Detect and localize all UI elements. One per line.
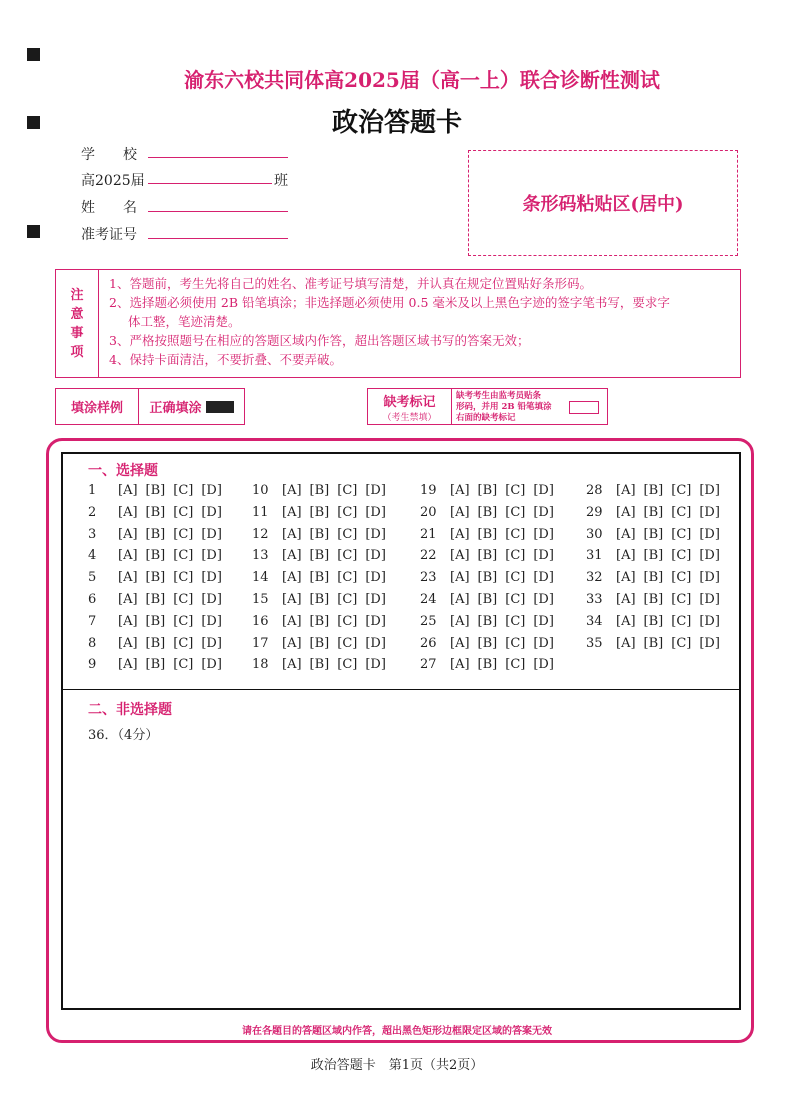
answer-bubble[interactable]: [D] [533, 548, 554, 564]
question-number: 1 [88, 483, 97, 498]
question-number: 7 [88, 613, 97, 629]
answer-bubble[interactable]: [D] [365, 483, 386, 498]
question-number: 10 [252, 483, 269, 498]
notice-body [99, 270, 740, 377]
class-field[interactable] [148, 183, 272, 184]
question-number: 6 [88, 592, 97, 607]
question-row [420, 592, 554, 607]
answer-bubble[interactable]: [B] [145, 657, 166, 673]
question-number: 13 [252, 548, 269, 564]
answer-bubble[interactable]: [C] [671, 635, 692, 651]
answer-bubble[interactable]: [D] [533, 483, 554, 498]
question-number: 11 [252, 504, 269, 520]
absent-mark-box: 缺考标记 （考生禁填） 缺考考生由监考员贴条 形码，并用 2B 铅笔填涂 右面的缺考标记 [367, 388, 608, 425]
answer-bubble[interactable]: [A] [282, 613, 302, 629]
answer-bubble[interactable]: [A] [450, 526, 470, 542]
answer-bubble[interactable]: [B] [145, 483, 166, 498]
answer-bubble[interactable]: [A] [450, 635, 470, 651]
answer-bubble[interactable]: [D] [533, 613, 554, 629]
answer-bubble[interactable]: [A] [450, 613, 470, 629]
question-number: 25 [420, 613, 437, 629]
question-number: 33 [586, 592, 603, 607]
answer-bubble[interactable]: [C] [173, 657, 194, 673]
question-row [88, 614, 222, 629]
question-number: 26 [420, 635, 437, 651]
question-row [252, 527, 386, 542]
question-row [252, 570, 386, 585]
answer-bubble[interactable]: [D] [201, 570, 222, 586]
notice-item: 3、严格按照题号在相应的答题区域内作答，超出答题区域书写的答案无效； [109, 333, 530, 348]
answer-bubble[interactable]: [B] [643, 635, 664, 651]
answer-bubble[interactable]: [B] [309, 548, 330, 564]
question-row [420, 614, 554, 629]
fill-sample [55, 388, 245, 425]
answer-bubble[interactable]: [D] [533, 504, 554, 520]
answer-bubble[interactable]: [C] [337, 635, 358, 651]
question-row [586, 592, 720, 607]
answer-bubble[interactable]: [C] [173, 526, 194, 542]
answer-bubble[interactable]: [B] [477, 657, 498, 673]
question-row [88, 657, 222, 672]
answer-bubble[interactable]: [D] [533, 570, 554, 586]
answer-bubble[interactable]: [D] [533, 657, 554, 673]
question-number: 17 [252, 635, 269, 651]
answer-bubble[interactable]: [C] [671, 504, 692, 520]
answer-bubble[interactable]: [C] [173, 592, 194, 607]
question-number: 18 [252, 657, 269, 673]
question-number: 22 [420, 548, 437, 564]
answer-bubble[interactable]: [D] [365, 613, 386, 629]
answer-bubble[interactable]: [D] [201, 657, 222, 673]
answer-bubble[interactable]: [D] [201, 635, 222, 651]
answer-bubble[interactable]: [D] [533, 526, 554, 542]
answer-bubble[interactable]: [A] [450, 592, 470, 607]
question-number: 2 [88, 504, 97, 520]
answer-bubble[interactable]: [C] [505, 570, 526, 586]
answer-bubble[interactable]: [C] [337, 483, 358, 498]
question-row [586, 505, 720, 520]
answer-bubble[interactable]: [B] [477, 548, 498, 564]
answer-bubble[interactable]: [A] [450, 504, 470, 520]
answer-bubble[interactable]: [B] [309, 657, 330, 673]
question-number: 12 [252, 526, 269, 542]
answer-bubble[interactable]: [D] [201, 504, 222, 520]
answer-bubble[interactable]: [C] [671, 548, 692, 564]
exam-id-field[interactable] [148, 238, 288, 239]
question-row [586, 570, 720, 585]
notice-item: 2、选择题必须使用 2B 铅笔填涂；非选择题必须使用 0.5 毫米及以上黑色字迹的签字笔书写，要求字 [109, 295, 670, 310]
question-number: 35 [586, 635, 603, 651]
answer-bubble[interactable]: [A] [616, 613, 636, 629]
answer-bubble[interactable]: [C] [173, 504, 194, 520]
answer-bubble[interactable]: [A] [616, 570, 636, 586]
answer-bubble[interactable]: [B] [643, 504, 664, 520]
answer-bubble[interactable]: [D] [201, 613, 222, 629]
name-label: 姓 名 [81, 200, 137, 216]
question-row [252, 657, 386, 672]
class-label: 班 [274, 173, 288, 189]
answer-bubble[interactable]: [A] [616, 504, 636, 520]
page-number: 政治答题卡 第1页（共2页） [310, 1058, 484, 1073]
question-row [586, 548, 720, 563]
question-row [88, 505, 222, 520]
question-row [586, 636, 720, 651]
question-number: 19 [420, 483, 437, 498]
answer-bubble[interactable]: [A] [616, 592, 636, 607]
question-number: 21 [420, 526, 437, 542]
answer-bubble[interactable]: [D] [699, 483, 720, 498]
answer-bubble[interactable]: [B] [477, 570, 498, 586]
answer-bubble[interactable]: [C] [337, 570, 358, 586]
question-number: 24 [420, 592, 437, 607]
answer-bubble[interactable]: [A] [282, 657, 302, 673]
answer-bubble[interactable]: [B] [309, 526, 330, 542]
answer-bubble[interactable]: [C] [337, 548, 358, 564]
answer-bubble[interactable]: [A] [616, 526, 636, 542]
question-row [420, 527, 554, 542]
question-36: 36．（4分） [88, 728, 159, 743]
answer-bubble[interactable]: [A] [616, 635, 636, 651]
answer-bubble[interactable]: [D] [201, 483, 222, 498]
question-row [586, 527, 720, 542]
answer-bubble[interactable]: [A] [118, 657, 138, 673]
question-row [88, 527, 222, 542]
answer-bubble[interactable]: [A] [118, 483, 138, 498]
answer-bubble[interactable]: [B] [309, 483, 330, 498]
answer-bubble[interactable]: [A] [282, 526, 302, 542]
grade-label: 高2025届 [81, 173, 145, 189]
answer-bubble[interactable]: [C] [505, 613, 526, 629]
question-row [88, 483, 222, 498]
answer-bubble[interactable]: [C] [337, 657, 358, 673]
answer-bubble[interactable]: [B] [309, 592, 330, 607]
answer-bubble[interactable]: [B] [643, 526, 664, 542]
question-number: 30 [586, 526, 603, 542]
answer-bubble[interactable]: [B] [643, 592, 664, 607]
notice-box [55, 269, 741, 378]
absent-checkbox[interactable] [569, 401, 599, 414]
fill-sample-label: 填涂样例 [56, 389, 139, 424]
answer-bubble[interactable]: [C] [505, 592, 526, 607]
answer-bubble[interactable]: [A] [282, 570, 302, 586]
answer-bubble[interactable]: [A] [282, 483, 302, 498]
answer-bubble[interactable]: [B] [477, 526, 498, 542]
question-row [252, 505, 386, 520]
card-title: 政治答题卡 [331, 108, 462, 138]
answer-bubble[interactable]: [C] [505, 526, 526, 542]
answer-bubble[interactable]: [D] [201, 592, 222, 607]
answer-bubble[interactable]: [A] [450, 483, 470, 498]
section2-title: 二、非选择题 [88, 702, 172, 718]
exam-title: 渝东六校共同体高2025届（高一上）联合诊断性测试 [184, 68, 660, 92]
answer-bubble[interactable]: [C] [173, 635, 194, 651]
answer-bubble[interactable]: [D] [699, 570, 720, 586]
answer-bubble[interactable]: [C] [671, 613, 692, 629]
question-row [420, 483, 554, 498]
answer-bubble[interactable]: [B] [145, 548, 166, 564]
answer-bubble[interactable]: [B] [309, 635, 330, 651]
answer-bubble[interactable]: [D] [365, 526, 386, 542]
answer-bubble[interactable]: [A] [282, 504, 302, 520]
answer-bubble[interactable]: [D] [699, 592, 720, 607]
question-number: 23 [420, 570, 437, 586]
question-row [88, 592, 222, 607]
answer-bubble[interactable]: [D] [365, 548, 386, 564]
answer-bubble[interactable]: [D] [699, 504, 720, 520]
answer-bubble[interactable]: [C] [337, 613, 358, 629]
answer-bubble[interactable]: [C] [173, 613, 194, 629]
question-number: 29 [586, 504, 603, 520]
answer-bubble[interactable]: [C] [505, 548, 526, 564]
answer-bubble[interactable]: [A] [118, 570, 138, 586]
answer-bubble[interactable]: [B] [145, 526, 166, 542]
answer-bubble[interactable]: [A] [118, 613, 138, 629]
question-row [420, 548, 554, 563]
question-number: 14 [252, 570, 269, 586]
question-number: 31 [586, 548, 603, 564]
barcode-area: 条形码粘贴区(居中) [468, 150, 738, 256]
answer-bubble[interactable]: [B] [309, 570, 330, 586]
question-number: 4 [88, 548, 97, 564]
answer-bubble[interactable]: [C] [337, 526, 358, 542]
question-number: 20 [420, 504, 437, 520]
answer-bubble[interactable]: [D] [365, 570, 386, 586]
question-number: 32 [586, 570, 603, 586]
answer-bubble[interactable]: [D] [533, 592, 554, 607]
question-row [586, 614, 720, 629]
answer-bubble[interactable]: [B] [145, 635, 166, 651]
correct-fill-label: 正确填涂 [149, 401, 202, 416]
answer-bubble[interactable]: [B] [643, 613, 664, 629]
section1-title: 一、选择题 [88, 463, 158, 479]
question-number: 9 [88, 657, 97, 673]
question-row [420, 657, 554, 672]
answer-bubble[interactable]: [A] [616, 548, 636, 564]
position-mark [27, 225, 40, 238]
answer-bubble[interactable]: [B] [477, 592, 498, 607]
notice-item: 体工整，笔迹清楚。 [128, 314, 241, 329]
question-number: 3 [88, 526, 97, 542]
exam-id-label: 准考证号 [81, 227, 137, 243]
fill-example-box [206, 401, 234, 413]
answer-bubble[interactable]: [A] [118, 635, 138, 651]
position-mark [27, 48, 40, 61]
answer-bubble[interactable]: [C] [671, 592, 692, 607]
answer-bubble[interactable]: [C] [173, 483, 194, 498]
answer-bubble[interactable]: [A] [118, 526, 138, 542]
answer-bubble[interactable]: [C] [671, 526, 692, 542]
question-row [420, 505, 554, 520]
question-number: 8 [88, 635, 97, 651]
answer-bubble[interactable]: [B] [643, 570, 664, 586]
answer-bubble[interactable]: [A] [450, 570, 470, 586]
answer-bubble[interactable]: [D] [365, 635, 386, 651]
answer-bubble[interactable]: [B] [309, 613, 330, 629]
question-row [252, 614, 386, 629]
school-field[interactable] [148, 157, 288, 158]
question-row [252, 548, 386, 563]
answer-bubble[interactable]: [C] [505, 504, 526, 520]
answer-bubble[interactable]: [B] [145, 613, 166, 629]
answer-bubble[interactable]: [D] [365, 504, 386, 520]
answer-bubble[interactable]: [A] [616, 483, 636, 498]
question-number: 34 [586, 613, 603, 629]
answer-bubble[interactable]: [A] [282, 592, 302, 607]
answer-bubble[interactable]: [B] [145, 570, 166, 586]
answer-bubble[interactable]: [D] [365, 657, 386, 673]
answer-bubble[interactable]: [B] [309, 504, 330, 520]
question-number: 15 [252, 592, 269, 607]
answer-bubble[interactable]: [C] [505, 657, 526, 673]
question-number: 5 [88, 570, 97, 586]
answer-bubble[interactable]: [D] [699, 526, 720, 542]
question-number: 16 [252, 613, 269, 629]
notice-item: 4、保持卡面清洁，不要折叠、不要弄破。 [109, 352, 342, 367]
answer-bubble[interactable]: [B] [643, 548, 664, 564]
answer-bubble[interactable]: [D] [365, 592, 386, 607]
school-label: 学 校 [81, 147, 137, 163]
name-field[interactable] [148, 211, 288, 212]
question-number: 27 [420, 657, 437, 673]
question-row [252, 483, 386, 498]
answer-bubble[interactable]: [B] [145, 592, 166, 607]
question-row [252, 592, 386, 607]
answer-bubble[interactable]: [A] [118, 548, 138, 564]
answer-bubble[interactable]: [B] [145, 504, 166, 520]
answer-bubble[interactable]: [C] [505, 635, 526, 651]
question-row [88, 548, 222, 563]
answer-bubble[interactable]: [C] [671, 483, 692, 498]
question-number: 28 [586, 483, 603, 498]
answer-bubble[interactable]: [C] [173, 570, 194, 586]
question-row [88, 570, 222, 585]
absent-note: （考生禁填） [382, 412, 437, 423]
question-row [88, 636, 222, 651]
answer-bubble[interactable]: [A] [282, 635, 302, 651]
question-row [586, 483, 720, 498]
answer-bubble[interactable]: [B] [477, 613, 498, 629]
answer-bubble[interactable]: [B] [477, 504, 498, 520]
notice-item: 1、答题前，考生先将自己的姓名、准考证号填写清楚，并认真在规定位置贴好条形码。 [109, 276, 592, 291]
answer-bubble[interactable]: [C] [505, 483, 526, 498]
answer-bubble[interactable]: [D] [699, 613, 720, 629]
answer-bubble[interactable]: [A] [282, 548, 302, 564]
answer-bubble[interactable]: [C] [337, 592, 358, 607]
answer-bubble[interactable]: [C] [173, 548, 194, 564]
answer-bubble[interactable]: [A] [118, 504, 138, 520]
answer-bubble[interactable]: [D] [201, 548, 222, 564]
answer-bubble[interactable]: [C] [337, 504, 358, 520]
answer-bubble[interactable]: [A] [118, 592, 138, 607]
answer-bubble[interactable]: [A] [450, 548, 470, 564]
answer-bubble[interactable]: [D] [699, 548, 720, 564]
notice-label: 注 意 事 项 [56, 270, 99, 377]
question-row [420, 570, 554, 585]
answer-bubble[interactable]: [B] [477, 635, 498, 651]
answer-bubble[interactable]: [D] [201, 526, 222, 542]
answer-bubble[interactable]: [B] [477, 483, 498, 498]
answer-bubble[interactable]: [A] [450, 657, 470, 673]
footer-warning: 请在各题目的答题区域内作答，超出黑色矩形边框限定区域的答案无效 [242, 1026, 552, 1037]
answer-bubble[interactable]: [D] [533, 635, 554, 651]
question-row [420, 636, 554, 651]
answer-bubble[interactable]: [B] [643, 483, 664, 498]
answer-bubble[interactable]: [D] [699, 635, 720, 651]
absent-label: 缺考标记 [383, 394, 436, 410]
question-row [252, 636, 386, 651]
section-divider [61, 689, 741, 690]
answer-bubble[interactable]: [C] [671, 570, 692, 586]
